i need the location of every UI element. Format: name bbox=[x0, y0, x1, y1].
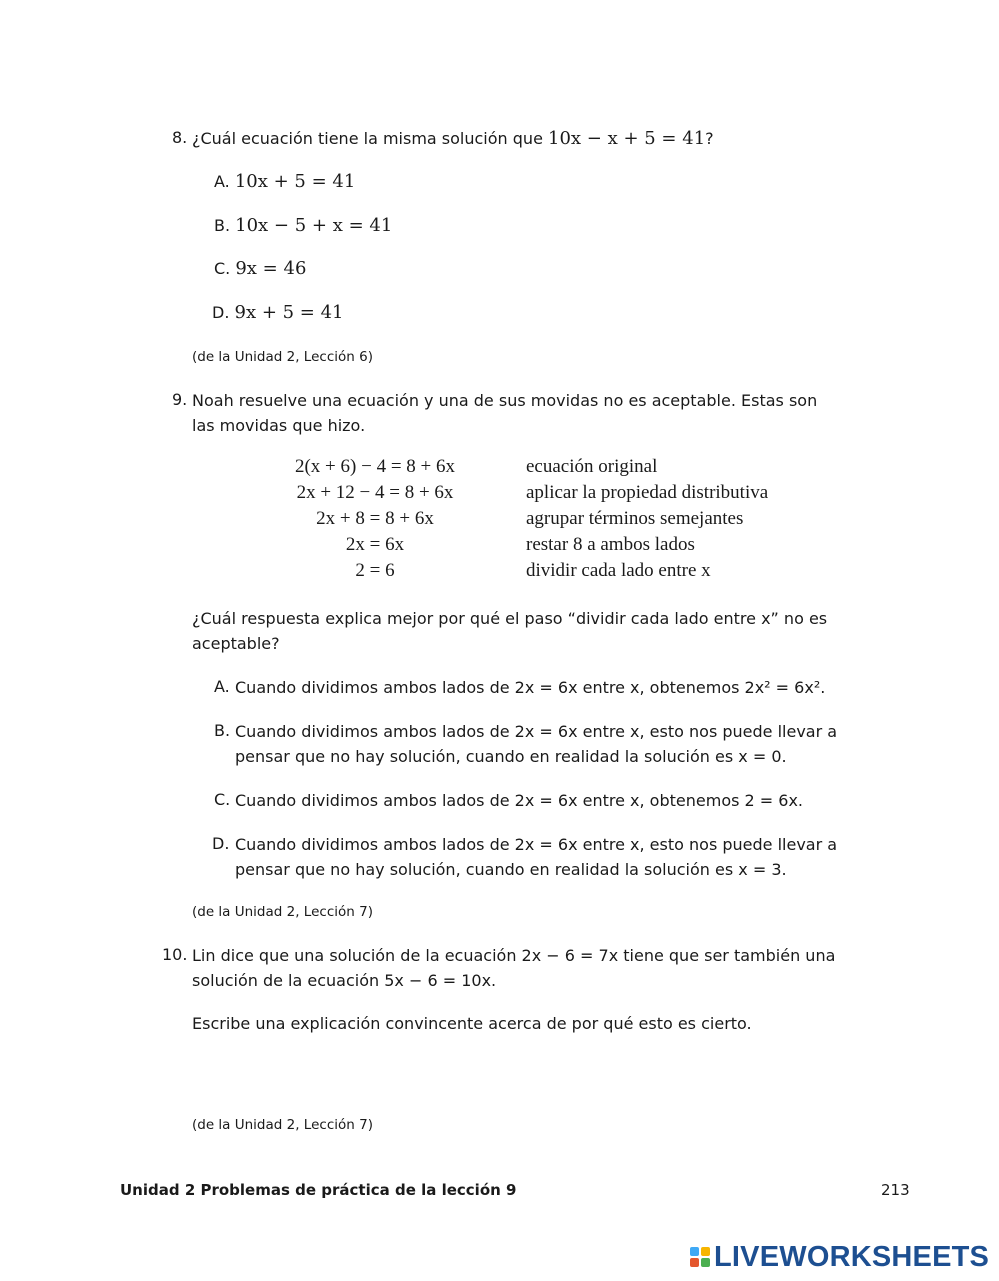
q9-option-a-text: Cuando dividimos ambos lados de 2x = 6x entre x, obtenemos 2x² = 6x². bbox=[235, 678, 826, 697]
q9-option-d[interactable] bbox=[212, 834, 229, 853]
step-description: dividir cada lado entre x bbox=[526, 560, 711, 581]
step-description: ecuación original bbox=[526, 456, 658, 477]
step-row bbox=[260, 508, 820, 534]
footer-title: Unidad 2 Problemas de práctica de la lección 9 bbox=[120, 1181, 517, 1199]
q10-number: 10. bbox=[162, 945, 188, 964]
step-equation: 2(x + 6) − 4 = 8 + 6x bbox=[294, 456, 455, 477]
q9-intro: Noah resuelve una ecuación y una de sus movidas no es aceptable. Estas son las movidas que hizo. bbox=[192, 391, 818, 435]
option-letter: C. bbox=[214, 790, 231, 809]
q8-option-a[interactable] bbox=[214, 171, 355, 192]
q8-equation: 10x − x + 5 = 41 bbox=[548, 128, 706, 149]
option-letter: B. bbox=[214, 216, 231, 235]
step-equation: 2x + 8 = 8 + 6x bbox=[316, 508, 434, 529]
q8-option-b[interactable] bbox=[214, 215, 392, 236]
option-letter: B. bbox=[214, 721, 231, 740]
step-row bbox=[260, 456, 820, 482]
option-letter: D. bbox=[212, 834, 230, 853]
q9-number: 9. bbox=[172, 390, 188, 409]
q8-option-d[interactable] bbox=[212, 302, 344, 323]
step-row bbox=[260, 534, 820, 560]
option-letter: C. bbox=[214, 259, 231, 278]
q9-source: (de la Unidad 2, Lección 7) bbox=[192, 904, 373, 920]
logo-text: LIVEWORKSHEETS bbox=[714, 1240, 990, 1273]
step-description: aplicar la propiedad distributiva bbox=[526, 482, 769, 503]
q8-text: ¿Cuál ecuación tiene la misma solución que bbox=[192, 129, 543, 148]
step-description: agrupar términos semejantes bbox=[526, 508, 744, 529]
option-letter: A. bbox=[214, 172, 230, 191]
option-equation: 10x − 5 + x = 41 bbox=[235, 215, 393, 236]
step-description: restar 8 a ambos lados bbox=[526, 534, 695, 555]
step-row bbox=[260, 560, 820, 586]
q9-option-d-text: Cuando dividimos ambos lados de 2x = 6x entre x, esto nos puede llevar a pensar que no hay solución, cuando en realidad la solución es x = 3. bbox=[235, 835, 838, 879]
step-equation: 2x + 12 − 4 = 8 + 6x bbox=[296, 482, 454, 503]
step-equation: 2 = 6 bbox=[355, 560, 395, 581]
q10-text: Lin dice que una solución de la ecuación 2x − 6 = 7x tiene que ser también una solución de la ecuación 5x − 6 = 10x. bbox=[192, 946, 836, 990]
q8-text-end: ? bbox=[705, 129, 714, 148]
q8-option-c[interactable] bbox=[214, 258, 306, 279]
q9-option-c-text: Cuando dividimos ambos lados de 2x = 6x entre x, obtenemos 2 = 6x. bbox=[235, 791, 804, 810]
q10-source: (de la Unidad 2, Lección 7) bbox=[192, 1117, 373, 1133]
q8-stem bbox=[192, 128, 714, 149]
option-equation: 9x = 46 bbox=[235, 258, 307, 279]
q9-option-c[interactable] bbox=[214, 790, 230, 809]
q8-number: 8. bbox=[172, 128, 188, 147]
q10-answer-area[interactable] bbox=[192, 1042, 842, 1112]
option-letter: D. bbox=[212, 303, 230, 322]
q9-option-b[interactable] bbox=[214, 721, 230, 740]
logo-mark-icon bbox=[690, 1247, 710, 1267]
step-row bbox=[260, 482, 820, 508]
liveworksheets-logo bbox=[690, 1240, 989, 1274]
q9-option-b-text: Cuando dividimos ambos lados de 2x = 6x entre x, esto nos puede llevar a pensar que no hay solución, cuando en realidad la solución es x = 0. bbox=[235, 722, 838, 766]
option-equation: 9x + 5 = 41 bbox=[234, 302, 344, 323]
option-equation: 10x + 5 = 41 bbox=[234, 171, 356, 192]
q10-prompt: Escribe una explicación convincente acerca de por qué esto es cierto. bbox=[192, 1014, 752, 1033]
q9-option-a[interactable] bbox=[214, 677, 230, 696]
page-number: 213 bbox=[881, 1181, 910, 1199]
step-equation: 2x = 6x bbox=[345, 534, 405, 555]
q9-question: ¿Cuál respuesta explica mejor por qué el paso “dividir cada lado entre x” no es aceptable? bbox=[192, 609, 828, 653]
option-letter: A. bbox=[214, 677, 230, 696]
q8-source: (de la Unidad 2, Lección 6) bbox=[192, 349, 373, 365]
